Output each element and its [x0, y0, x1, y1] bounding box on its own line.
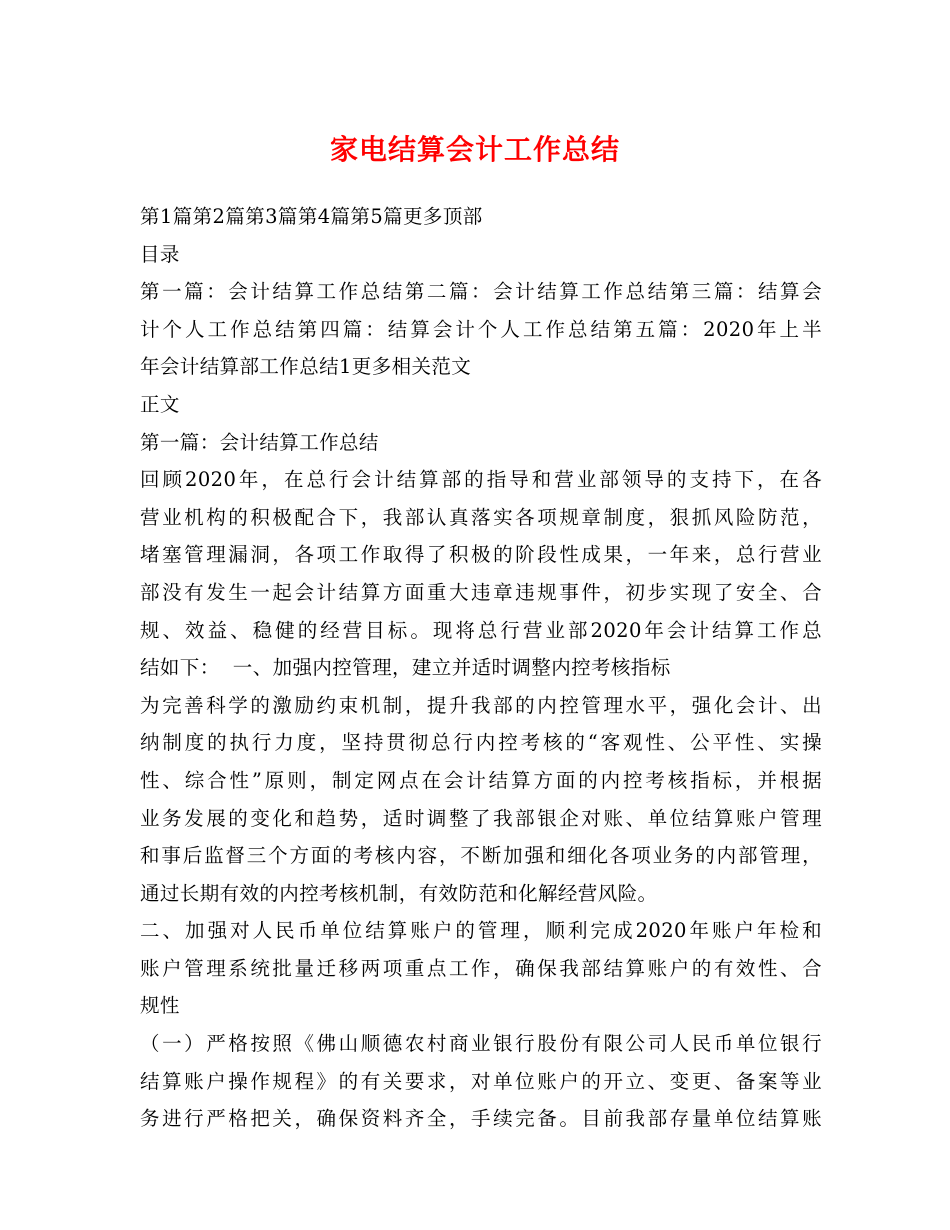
toc-text-line: 年会计结算部工作总结1更多相关范文: [140, 355, 472, 379]
paragraph-line: 结算账户操作规程》的有关要求，对单位账户的开立、变更、备案等业: [140, 1069, 822, 1093]
toc-text-line: 第一篇：会计结算工作总结第二篇：会计结算工作总结第三篇：结算会: [140, 280, 822, 304]
paragraph-line: 通过长期有效的内控考核机制，有效防范和化解经营风险。: [140, 881, 658, 905]
paragraph-line: 结如下： 一、加强内控管理，建立并适时调整内控考核指标: [140, 656, 671, 680]
body-heading: 正文: [140, 392, 180, 416]
paragraph-line: 规性: [140, 994, 180, 1018]
paragraph-line: 纳制度的执行力度，坚持贯彻总行内控考核的“客观性、公平性、实操: [140, 731, 822, 755]
document-body: [140, 198, 822, 1138]
paragraph-line: 性、综合性”原则，制定网点在会计结算方面的内控考核指标，并根据: [140, 768, 822, 792]
paragraph-line: 务进行严格把关，确保资料齐全，手续完备。目前我部存量单位结算账: [140, 1107, 822, 1131]
paragraph-line: 堵塞管理漏洞，各项工作取得了积极的阶段性成果，一年来，总行营业: [140, 543, 822, 567]
paragraph-line: 二、加强对人民币单位结算账户的管理，顺利完成2020年账户年检和: [140, 919, 822, 943]
document-title: 家电结算会计工作总结: [329, 133, 620, 166]
paragraph-line: 部没有发生一起会计结算方面重大违章违规事件，初步实现了安全、合: [140, 580, 822, 604]
paragraph-line: 业务发展的变化和趋势，适时调整了我部银企对账、单位结算账户管理: [140, 806, 822, 830]
paragraph-line: 规、效益、稳健的经营目标。现将总行营业部2020年会计结算工作总: [140, 618, 822, 642]
toc-nav-line: 第1篇第2篇第3篇第4篇第5篇更多顶部: [140, 205, 483, 228]
toc-heading: 目录: [140, 242, 180, 266]
paragraph-line: 和事后监督三个方面的考核内容，不断加强和细化各项业务的内部管理，: [140, 844, 822, 868]
paragraph-line: 回顾2020年，在总行会计结算部的指导和营业部领导的支持下，在各: [140, 468, 822, 492]
paragraph-line: （一）严格按照《佛山顺德农村商业银行股份有限公司人民币单位银行: [140, 1032, 822, 1056]
paragraph-line: 账户管理系统批量迁移两项重点工作，确保我部结算账户的有效性、合: [140, 956, 822, 980]
paragraph-line: 营业机构的积极配合下，我部认真落实各项规章制度，狠抓风险防范，: [140, 505, 822, 529]
paragraph-line: 为完善科学的激励约束机制，提升我部的内控管理水平，强化会计、出: [140, 693, 822, 717]
section-heading: 第一篇：会计结算工作总结: [140, 430, 379, 454]
toc-text-line: 计个人工作总结第四篇：结算会计个人工作总结第五篇：2020年上半: [140, 317, 822, 341]
